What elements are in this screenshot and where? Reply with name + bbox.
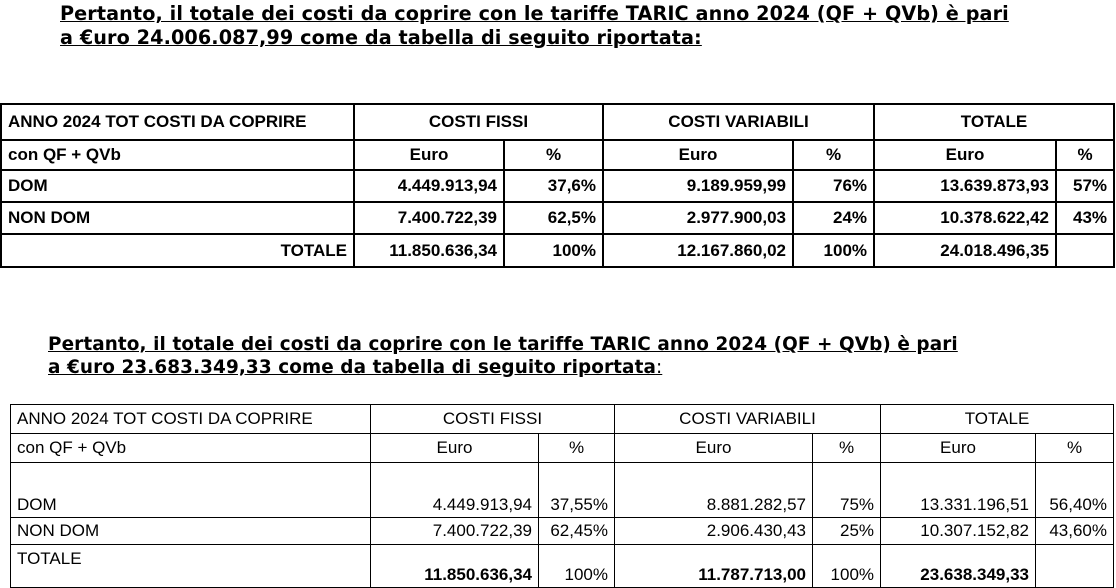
tot-euro-cell: 13.639.873,93 — [874, 170, 1056, 202]
total-tot-euro: 24.018.496,35 — [874, 234, 1056, 267]
col-header-tot-pct: % — [1036, 434, 1114, 463]
row-label: NON DOM — [11, 518, 371, 545]
fixed-pct-cell: 37,6% — [504, 170, 603, 202]
total-tot-euro: 23.638.349,33 — [881, 545, 1036, 588]
section1-heading — [60, 2, 1009, 50]
total-fixed-euro: 11.850.636,34 — [354, 234, 504, 267]
table-total-row — [1, 234, 1114, 267]
col-header-var-pct: % — [813, 434, 881, 463]
tot-euro-cell: 13.331.196,51 — [881, 463, 1036, 518]
section2-heading-line2-text: a €uro 23.683.349,33 come da tabella di seguito riportata — [48, 357, 656, 378]
col-header-var-pct: % — [793, 140, 874, 170]
var-pct-cell: 76% — [793, 170, 874, 202]
col-header-tot-pct: % — [1056, 140, 1114, 170]
row-label: DOM — [11, 463, 371, 518]
total-label: TOTALE — [11, 545, 371, 588]
section2-heading-colon: : — [655, 357, 663, 378]
table-row — [11, 463, 1114, 518]
fixed-euro-cell: 4.449.913,94 — [354, 170, 504, 202]
group-header-variable: COSTI VARIABILI — [615, 405, 881, 434]
table-header-row — [11, 405, 1114, 434]
table-row — [11, 518, 1114, 545]
section2-heading-line1: Pertanto, il totale dei costi da coprire con le tariffe TARIC anno 2024 (QF + QVb) è pari — [48, 334, 958, 355]
table-row — [1, 170, 1114, 202]
total-fixed-pct: 100% — [539, 545, 615, 588]
col-header-fixed-euro: Euro — [354, 140, 504, 170]
total-var-pct: 100% — [793, 234, 874, 267]
section1-heading-line2: a €uro 24.006.087,99 come da tabella di seguito riportata: — [60, 26, 702, 49]
col-header-tot-euro: Euro — [874, 140, 1056, 170]
table-header-row — [1, 104, 1114, 140]
fixed-pct-cell: 62,5% — [504, 202, 603, 234]
var-euro-cell: 8.881.282,57 — [615, 463, 813, 518]
fixed-euro-cell: 4.449.913,94 — [371, 463, 539, 518]
section1-heading-line1: Pertanto, il totale dei costi da coprire con le tariffe TARIC anno 2024 (QF + QVb) è pari — [60, 2, 1009, 25]
table-title-cell-line2: con QF + QVb — [1, 140, 354, 170]
tot-pct-cell: 43,60% — [1036, 518, 1114, 545]
total-label: TOTALE — [1, 234, 354, 267]
tot-pct-cell: 57% — [1056, 170, 1114, 202]
row-label: DOM — [1, 170, 354, 202]
var-euro-cell: 2.977.900,03 — [603, 202, 793, 234]
col-header-fixed-euro: Euro — [371, 434, 539, 463]
var-pct-cell: 25% — [813, 518, 881, 545]
group-header-fixed: COSTI FISSI — [354, 104, 603, 140]
table-subheader-row — [1, 140, 1114, 170]
total-fixed-pct: 100% — [504, 234, 603, 267]
col-header-tot-euro: Euro — [881, 434, 1036, 463]
total-tot-pct — [1056, 234, 1114, 267]
table-title-cell: ANNO 2024 TOT COSTI DA COPRIRE — [11, 405, 371, 434]
group-header-variable: COSTI VARIABILI — [603, 104, 874, 140]
var-pct-cell: 24% — [793, 202, 874, 234]
tot-pct-cell: 43% — [1056, 202, 1114, 234]
section2-heading — [48, 333, 958, 379]
total-var-euro: 12.167.860,02 — [603, 234, 793, 267]
group-header-total: TOTALE — [874, 104, 1114, 140]
var-pct-cell: 75% — [813, 463, 881, 518]
total-tot-pct — [1036, 545, 1114, 588]
total-var-pct: 100% — [813, 545, 881, 588]
costs-table-2024-v1 — [0, 103, 1115, 268]
table-total-row — [11, 545, 1114, 588]
fixed-pct-cell: 37,55% — [539, 463, 615, 518]
col-header-fixed-pct: % — [539, 434, 615, 463]
table-title-cell: ANNO 2024 TOT COSTI DA COPRIRE — [1, 104, 354, 140]
group-header-total: TOTALE — [881, 405, 1114, 434]
table-subheader-row — [11, 434, 1114, 463]
section2-heading-line2 — [48, 356, 958, 379]
tot-euro-cell: 10.307.152,82 — [881, 518, 1036, 545]
total-fixed-euro: 11.850.636,34 — [371, 545, 539, 588]
tot-euro-cell: 10.378.622,42 — [874, 202, 1056, 234]
row-label: NON DOM — [1, 202, 354, 234]
var-euro-cell: 9.189.959,99 — [603, 170, 793, 202]
tot-pct-cell: 56,40% — [1036, 463, 1114, 518]
col-header-var-euro: Euro — [603, 140, 793, 170]
fixed-euro-cell: 7.400.722,39 — [354, 202, 504, 234]
col-header-var-euro: Euro — [615, 434, 813, 463]
fixed-euro-cell: 7.400.722,39 — [371, 518, 539, 545]
group-header-fixed: COSTI FISSI — [371, 405, 615, 434]
table-title-cell-line2: con QF + QVb — [11, 434, 371, 463]
fixed-pct-cell: 62,45% — [539, 518, 615, 545]
col-header-fixed-pct: % — [504, 140, 603, 170]
var-euro-cell: 2.906.430,43 — [615, 518, 813, 545]
total-var-euro: 11.787.713,00 — [615, 545, 813, 588]
table-row — [1, 202, 1114, 234]
costs-table-2024-v2 — [10, 404, 1114, 588]
